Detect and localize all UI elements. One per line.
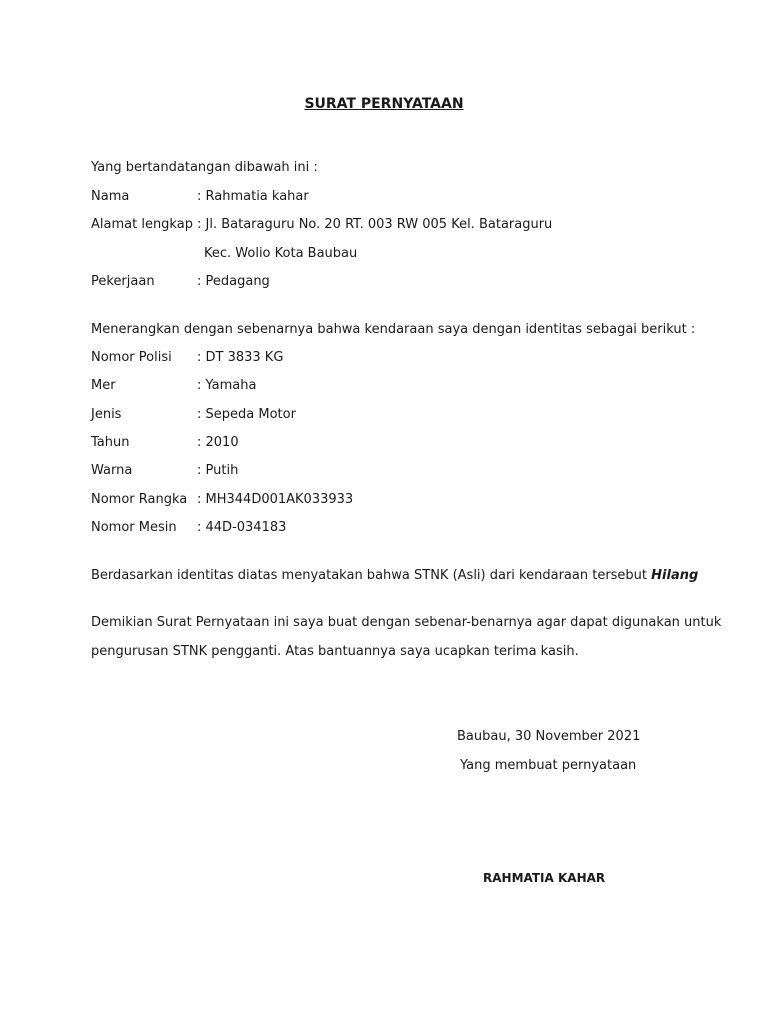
job-value: : Pedagang	[197, 274, 270, 289]
signature-place-date: Baubau, 30 November 2021	[457, 729, 641, 744]
vehicle-value-plate: : DT 3833 KG	[197, 350, 284, 365]
vehicle-value-engine: : 44D-034183	[197, 520, 287, 535]
address-value-line-2: Kec. Wolio Kota Baubau	[204, 246, 358, 261]
address-value-line-1: : Jl. Bataraguru No. 20 RT. 003 RW 005 Kel. Bataraguru	[197, 217, 553, 232]
vehicle-value-year: : 2010	[197, 435, 239, 450]
vehicle-value-type: : Sepeda Motor	[197, 407, 296, 422]
vehicle-label-chassis: Nomor Rangka	[91, 492, 188, 507]
address-label: Alamat lengkap	[91, 217, 193, 232]
signature-name: RAHMATIA KAHAR	[483, 871, 606, 885]
job-label: Pekerjaan	[91, 274, 155, 289]
signature-role: Yang membuat pernyataan	[460, 758, 637, 773]
vehicle-label-engine: Nomor Mesin	[91, 520, 177, 535]
intro-text: Yang bertandatangan dibawah ini :	[91, 160, 318, 175]
vehicle-label-year: Tahun	[91, 435, 130, 450]
declaration-text: Berdasarkan identitas diatas menyatakan bahwa STNK (Asli) dari kendaraan tersebut	[91, 568, 652, 583]
name-label: Nama	[91, 189, 130, 204]
name-value: : Rahmatia kahar	[197, 189, 309, 204]
closing-line-1: Demikian Surat Pernyataan ini saya buat dengan sebenar-benarnya agar dapat digunakan untuk	[91, 615, 722, 630]
document-title: SURAT PERNYATAAN	[304, 96, 464, 112]
vehicle-value-color: : Putih	[197, 463, 239, 478]
vehicle-label-color: Warna	[91, 463, 133, 478]
vehicle-label-type: Jenis	[91, 407, 122, 422]
closing-line-2: pengurusan STNK pengganti. Atas bantuannya saya ucapkan terima kasih.	[91, 644, 579, 659]
vehicle-value-chassis: : MH344D001AK033933	[197, 492, 354, 507]
vehicle-label-brand: Mer	[91, 378, 116, 393]
vehicle-label-plate: Nomor Polisi	[91, 350, 172, 365]
declaration-emphasis: Hilang	[651, 568, 699, 583]
statement-text: Menerangkan dengan sebenarnya bahwa kendaraan saya dengan identitas sebagai berikut :	[91, 322, 696, 337]
declaration-paragraph	[91, 568, 698, 583]
vehicle-value-brand: : Yamaha	[197, 378, 257, 393]
